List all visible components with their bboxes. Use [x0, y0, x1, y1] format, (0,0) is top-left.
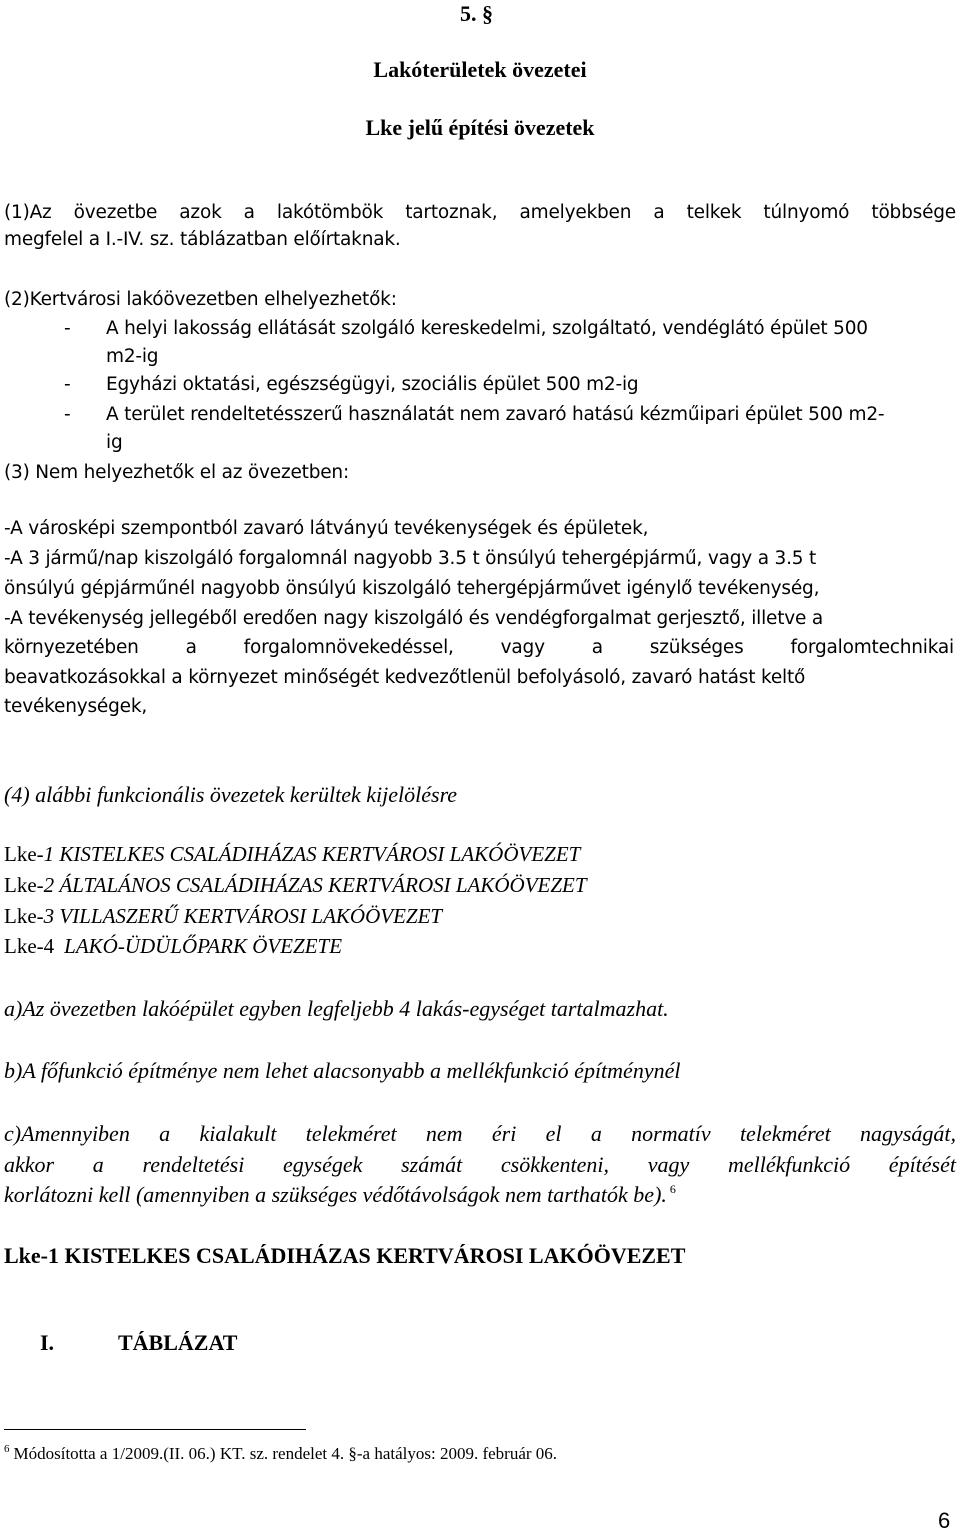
- para3-line: -A 3 jármű/nap kiszolgáló forgalomnál nagyobb 3.5 t önsúlyú tehergépjármű, vagy a 3.5 t: [4, 548, 817, 569]
- list-item: Egyházi oktatási, egészségügyi, szociális épület 500 m2-ig: [106, 374, 639, 395]
- rule-c-line3: [4, 1182, 676, 1208]
- rule-c-line2: akkor a rendeltetési egységek számát csökkenteni, vagy mellékfunkció építését: [4, 1152, 956, 1177]
- zone-code: Lke-: [4, 873, 44, 897]
- section-number: 5. §: [460, 1, 493, 26]
- zone-code: Lke-: [4, 904, 44, 928]
- zone-row: [4, 842, 580, 867]
- zone-code: Lke-4: [4, 934, 55, 958]
- page-title: Lakóterületek övezetei: [373, 57, 587, 82]
- list-item-dash: -: [64, 404, 71, 425]
- para4-heading: (4) alábbi funkcionális övezetek kerültek kijelölésre: [4, 782, 458, 807]
- para3-line: tevékenységek,: [4, 696, 148, 717]
- para3-line: beavatkozásokkal a környezet minőségét kedvezőtlenül befolyásoló, zavaró hatást keltő: [4, 667, 806, 688]
- list-item-continued: ig: [106, 432, 123, 453]
- zone-row: [4, 873, 587, 898]
- zone-code: Lke-: [4, 842, 44, 866]
- list-item: A terület rendeltetésszerű használatát nem zavaró hatású kézműipari épület 500 m2-: [106, 404, 885, 425]
- para1-line1: (1)Az övezetbe azok a lakótömbök tartoznak, amelyekben a telkek túlnyomó többsége: [4, 202, 956, 223]
- zone-name: 1 KISTELKES CSALÁDIHÁZAS KERTVÁROSI LAKÓÖVEZET: [43, 842, 581, 866]
- list-item: A helyi lakosság ellátását szolgáló kereskedelmi, szolgáltató, vendéglátó épület 500: [106, 318, 868, 339]
- page-subtitle: Lke jelű építési övezetek: [365, 115, 595, 140]
- rule-c-line1: c)Amennyiben a kialakult telekméret nem éri el a normatív telekméret nagyságát,: [4, 1121, 956, 1146]
- zone-name: 2 ÁLTALÁNOS CSALÁDIHÁZAS KERTVÁROSI LAKÓÖVEZET: [43, 873, 587, 897]
- rule-b: b)A főfunkció építménye nem lehet alacsonyabb a mellékfunkció építménynél: [4, 1058, 681, 1083]
- rule-a: a)Az övezetben lakóépület egyben legfeljebb 4 lakás-egységet tartalmazhat.: [4, 996, 669, 1021]
- page-number: 6: [938, 1508, 951, 1533]
- list-item-continued: m2-ig: [106, 346, 159, 367]
- para3-line: önsúlyú gépjárműnél nagyobb önsúlyú kiszolgáló tehergépjárművet igénylő tevékenység,: [4, 578, 820, 599]
- rule-c-text: korlátozni kell (amennyiben a szükséges védőtávolságok nem tarthatók be).: [4, 1182, 667, 1207]
- zone-name: 3 VILLASZERŰ KERTVÁROSI LAKÓÖVEZET: [43, 904, 443, 928]
- footnote-text: Módosította a 1/2009.(II. 06.) KT. sz. rendelet 4. §-a hatályos: 2009. február 06.: [13, 1444, 558, 1463]
- table-number: I.: [40, 1330, 55, 1355]
- para3-line: környezetében a forgalomnövekedéssel, vagy a szükséges forgalomtechnikai: [4, 637, 954, 658]
- zone-row: [4, 934, 342, 959]
- section-heading: Lke-1 KISTELKES CSALÁDIHÁZAS KERTVÁROSI LAKÓÖVEZET: [4, 1243, 686, 1268]
- footnote: [4, 1444, 557, 1464]
- para3-line: -A tevékenység jellegéből eredően nagy kiszolgáló és vendégforgalmat gerjesztő, illetve a: [4, 608, 824, 629]
- footnote-separator: [4, 1429, 306, 1430]
- zone-name: LAKÓ-ÜDÜLŐPARK ÖVEZETE: [64, 934, 343, 958]
- zone-row: [4, 904, 442, 929]
- table-label: TÁBLÁZAT: [118, 1330, 238, 1355]
- para3-line: -A városképi szempontból zavaró látványú tevékenységek és épületek,: [4, 518, 649, 539]
- para1-line2: megfelel a I.-IV. sz. táblázatban előírtaknak.: [4, 229, 401, 250]
- footnote-number: 6: [4, 1443, 10, 1455]
- para2-intro: (2)Kertvárosi lakóövezetben elhelyezhetők:: [4, 289, 397, 310]
- footnote-reference[interactable]: 6: [669, 1182, 676, 1196]
- list-item-dash: -: [64, 318, 71, 339]
- para3-intro: (3) Nem helyezhetők el az övezetben:: [4, 462, 349, 483]
- list-item-dash: -: [64, 374, 71, 395]
